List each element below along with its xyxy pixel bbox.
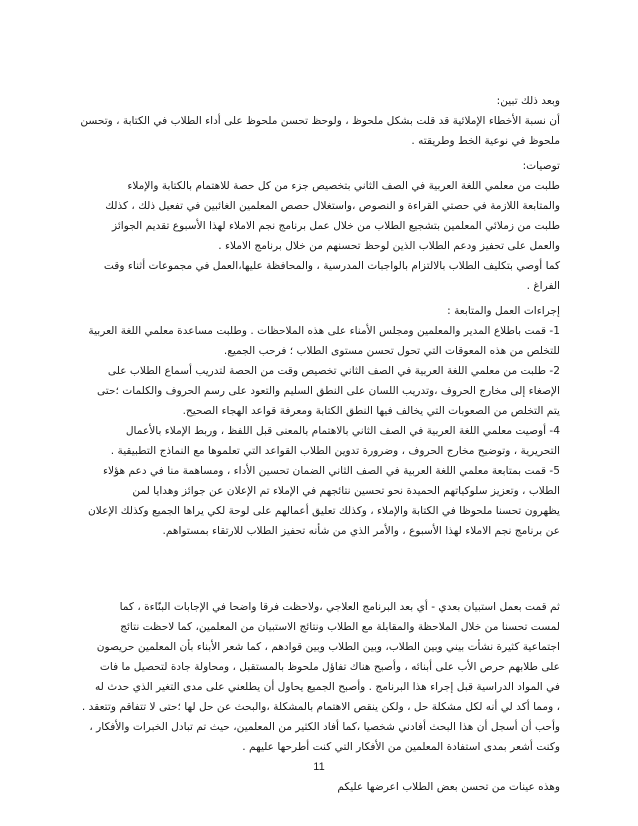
text-line: الفراغ . (526, 280, 560, 292)
closing-line: وهذه عينات من تحسن بعض الطلاب اعرضها عليكم (337, 781, 560, 793)
text-line: وكنت أشعر بمدى استفادة المعلمين من الأفكار التي كنت أطرحها عليهم . (242, 741, 560, 753)
recommendations-heading: توصيات: (522, 160, 560, 172)
text-line: عن برنامج نجم الاملاء لهذا الأسبوع ، والأمر الذي من شأنه تحفيز الطلاب للارتقاء بمستواهم. (162, 525, 560, 537)
text-line: ثم قمت بعمل استبيان بعدي - أي بعد البرنامج العلاجي ،ولاحظت فرقا واضحا في الإجابات البنّاءة ، كما (119, 601, 560, 613)
text-line: والعمل على تحفيز ودعم الطلاب الذين لوحظ تحسنهم من خلال برنامج الاملاء . (218, 240, 560, 252)
text-line: طلبت من زملائي المعلمين بتشجيع الطلاب من خلال عمل برنامج نجم الاملاء لهذا الأسبوع تقديم الجوائز (111, 220, 560, 232)
text-line: 5- قمت بمتابعة معلمي اللغة العربية في الصف الثاني الضمان تحسين الأداء ، ومساهمة منا في دعم هؤلاء (103, 465, 560, 477)
text-line: والمتابعة اللازمة في حصتي القراءة و النصوص ،واستغلال حصص المعلمين الغائبين في تفعيل ذلك ، كذلك (105, 200, 560, 212)
text-line: ملحوظ في نوعية الخط وطريقته . (411, 135, 560, 147)
text-line: اجتماعية كثيرة نشأت بيني وبين الطلاب، وبين الطلاب وبين قوادهم ، كما شعر الأبناء بأن المعلمين حريصون (96, 641, 560, 653)
text-line: وأحب أن أسجل أن هذا البحث أفادني شخصيا ،كما أفاد الكثير من المعلمين، حيث تم تبادل الخبرات والأفكار ، (89, 721, 560, 733)
page-number: 11 (313, 761, 325, 773)
text-line: لمست تحسنا من خلال الملاحظة والمقابلة مع الطلاب ونتائج الاستبيان من المعلمين، كما لاحظت نتائج (120, 621, 560, 633)
text-line: 4- أوصيت معلمي اللغة العربية في الصف الثاني بالاهتمام بالمعنى قبل اللفظ ، وربط الإملاء بالأعمال (125, 425, 560, 437)
text-line: 1- قمت باطلاع المدير والمعلمين ومجلس الأمناء على هذه الملاحظات . وطلبت مساعدة معلمي اللغة العربية (88, 325, 560, 337)
text-line: التحريرية ، وتوضيح مخارج الحروف ، وضرورة تدوين الطلاب القواعد التي تعلموها مع النماذج التطبيقية . (110, 445, 560, 457)
text-line: كما أوصي بتكليف الطلاب بالالتزام بالواجبات المدرسية ، والمحافظة عليها،العمل في مجموعات أثناء وقت (103, 260, 560, 272)
text-line: 2- طلبت من معلمي اللغة العربية في الصف الثاني تخصيص وقت من الحصة لتدريب أسماع الطلاب على (107, 365, 560, 377)
text-line: طلبت من معلمي اللغة العربية في الصف الثاني بتخصيص جزء من كل حصة للاهتمام بالكتابة والإملاء (127, 180, 560, 192)
procedures-heading: إجراءات العمل والمتابعة : (447, 305, 560, 317)
text-line: في المواد الدراسية قبل إجراء هذا البرنامج . وأصبح الجميع يحاول أن يطلعني على مدى التغير الذي حدث له (95, 681, 560, 693)
findings-heading: وبعد ذلك تبين: (496, 95, 560, 107)
text-line: الطلاب ، وتعزيز سلوكياتهم الحميدة نحو تحسين نتائجهم في الإملاء تم الإعلان عن جوائز وهدايا لمن (132, 485, 560, 497)
text-line: الإصغاء إلى مخارج الحروف ،وتدريب اللسان على النطق السليم والتعود على رسم الحروف والكلمات ؛حتى (96, 385, 560, 397)
text-line: يظهرون تحسنا ملحوظا في الكتابة والإملاء ، وكذلك تعليق أعمالهم على لوحة لكي يراها الجميع وكذلك الإعلان (88, 505, 560, 517)
text-line: يتم التخلص من الصعوبات التي يخالف فيها النطق الكتابة ومعرفة قواعد الهجاء الصحيح. (182, 405, 560, 417)
text-line: للتخلص من هذه المعوقات التي تحول تحسن مستوى الطلاب ؛ فرحب الجميع. (223, 345, 560, 357)
text-line: ، ومما أكد لي أنه لكل مشكلة حل ، ولكن ينقص الاهتمام بالمشكلة ،والبحث عن حل لها ؛حتى لا تتفاقم وتتعقد . (81, 701, 560, 713)
text-line: أن نسبة الأخطاء الإملائية قد قلت بشكل ملحوظ ، ولوحظ تحسن ملحوظ على أداء الطلاب في الكتابة ، وتحسن (80, 115, 560, 127)
text-line: على طلابهم حرص الأب على أبنائه ، وأصبح هناك تفاؤل ملحوظ بالمستقبل ، ومحاولة جادة لتحصيل ما فات (99, 661, 560, 673)
